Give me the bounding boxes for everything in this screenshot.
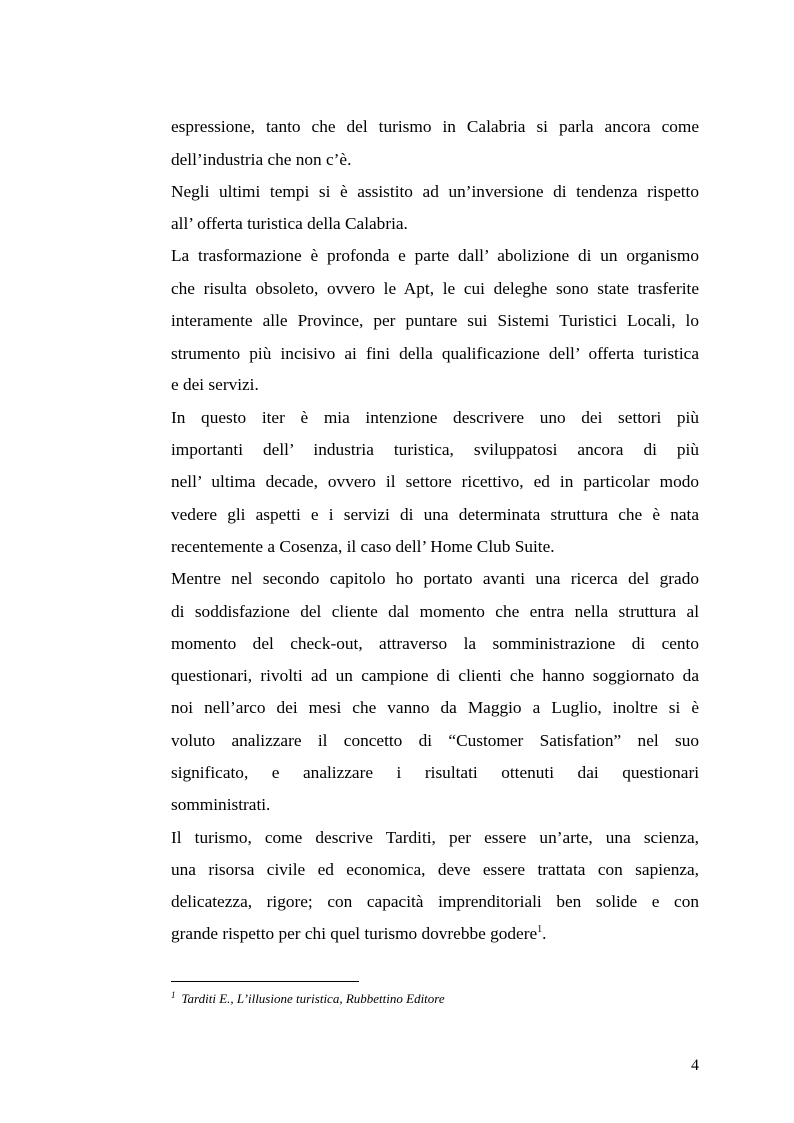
body-line: dell’industria che non c’è. xyxy=(171,150,352,169)
footnote-reference[interactable]: 1 xyxy=(537,924,543,936)
sentence-end: . xyxy=(542,924,547,943)
body-line: delicatezza, rigore; con capacità imprenditoriali ben solide e con xyxy=(171,892,699,911)
body-line: espressione, tanto che del turismo in Calabria si parla ancora come xyxy=(171,117,699,136)
body-line: questionari, rivolti ad un campione di clienti che hanno soggiornato da xyxy=(171,666,699,685)
body-line: Il turismo, come descrive Tarditi, per essere un’arte, una scienza, xyxy=(171,828,699,847)
body-line: all’ offerta turistica della Calabria. xyxy=(171,214,408,233)
body-line: strumento più incisivo ai fini della qualificazione dell’ offerta turistica xyxy=(171,344,699,363)
body-line: importanti dell’ industria turistica, sviluppatosi ancora di più xyxy=(171,440,699,459)
body-line: che risulta obsoleto, ovvero le Apt, le cui deleghe sono state trasferite xyxy=(171,279,699,298)
body-line: In questo iter è mia intenzione descrivere uno dei settori più xyxy=(171,408,699,427)
body-line: Negli ultimi tempi si è assistito ad un’inversione di tendenza rispetto xyxy=(171,182,699,201)
page-number: 4 xyxy=(691,1057,699,1074)
body-line: recentemente a Cosenza, il caso dell’ Home Club Suite. xyxy=(171,537,555,556)
body-line-last xyxy=(171,924,699,944)
body-line: vedere gli aspetti e i servizi di una determinata struttura che è nata xyxy=(171,505,699,524)
footnote-separator xyxy=(171,981,359,982)
body-line: nell’ ultima decade, ovvero il settore ricettivo, ed in particolar modo xyxy=(171,472,699,491)
body-line: momento del check-out, attraverso la somministrazione di cento xyxy=(171,634,699,653)
body-line: La trasformazione è profonda e parte dall’ abolizione di un organismo xyxy=(171,246,699,265)
body-line-text: grande rispetto per chi quel turismo dovrebbe godere xyxy=(171,924,538,943)
footnote-text: Tarditi E., L’illusione turistica, Rubbettino Editore xyxy=(181,991,445,1006)
footnote xyxy=(171,991,445,1007)
body-line: significato, e analizzare i risultati ottenuti dai questionari xyxy=(171,763,699,782)
body-line: interamente alle Province, per puntare sui Sistemi Turistici Locali, lo xyxy=(171,311,699,330)
body-line: somministrati. xyxy=(171,795,271,814)
body-line: e dei servizi. xyxy=(171,375,259,394)
body-line: una risorsa civile ed economica, deve essere trattata con sapienza, xyxy=(171,860,699,879)
footnote-marker: 1 xyxy=(171,989,176,1000)
body-line: voluto analizzare il concetto di “Customer Satisfation” nel suo xyxy=(171,731,699,750)
body-line: Mentre nel secondo capitolo ho portato avanti una ricerca del grado xyxy=(171,569,699,588)
body-line: di soddisfazione del cliente dal momento che entra nella struttura al xyxy=(171,602,699,621)
body-line: noi nell’arco dei mesi che vanno da Maggio a Luglio, inoltre si è xyxy=(171,698,699,717)
